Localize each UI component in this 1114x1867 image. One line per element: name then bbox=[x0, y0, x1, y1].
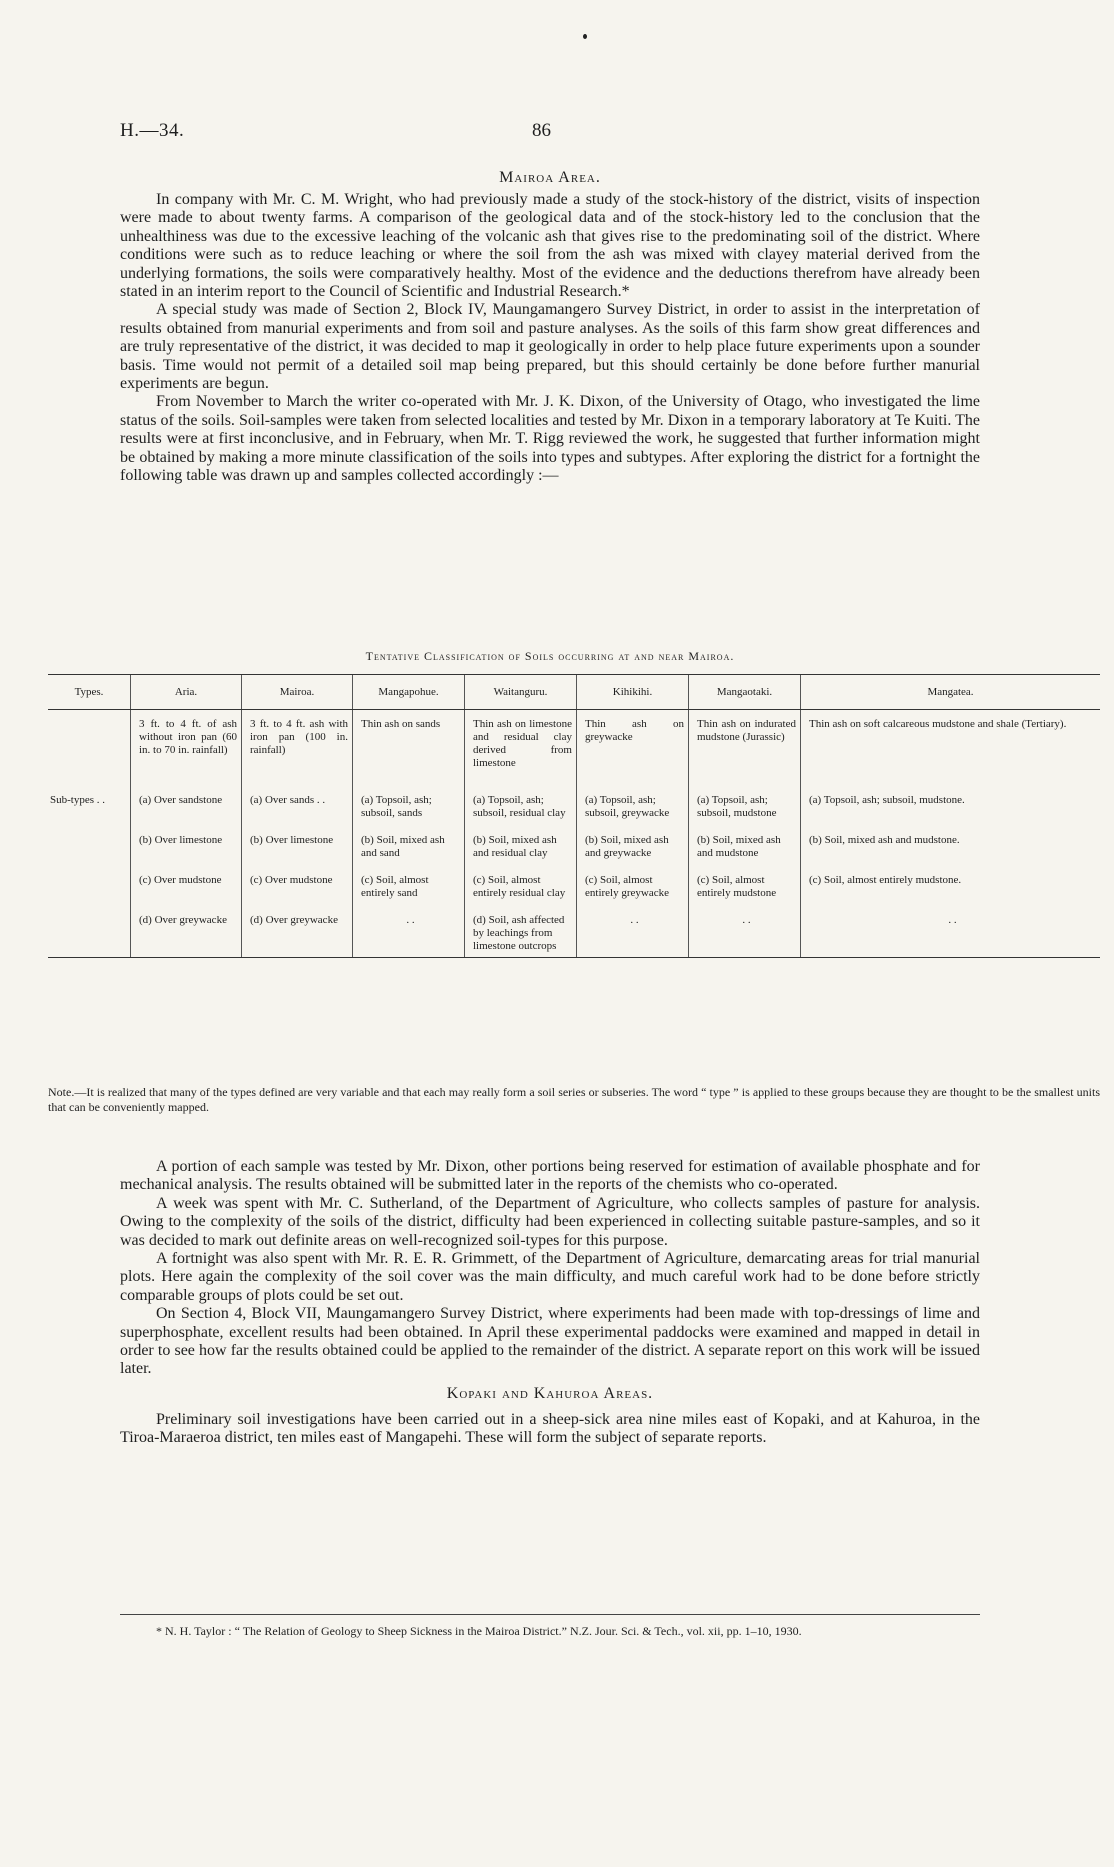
table-cell bbox=[48, 904, 131, 958]
soil-classification-table bbox=[48, 674, 1100, 958]
column-header: Mangatea. bbox=[801, 675, 1101, 710]
table-row bbox=[48, 864, 1100, 904]
column-header: Mangaotaki. bbox=[689, 675, 801, 710]
page-number: 86 bbox=[532, 120, 551, 141]
paragraph: On Section 4, Block VII, Maungamangero Survey District, where experiments had been made with top-dressings of lime and superphosphate, excellent results had been obtained. In April these experimental paddocks were examined and mapped in detail in order to see how far the results obtained could be applied to the remainder of the district. A separate report on this work will be issued later. bbox=[120, 1305, 980, 1378]
table-cell: (d) Soil, ash affected by leachings from limestone outcrops bbox=[465, 904, 577, 958]
table-cell: (c) Soil, almost entirely sand bbox=[353, 864, 465, 904]
table-cell: (c) Soil, almost entirely mudstone bbox=[689, 864, 801, 904]
table-cell: (b) Soil, mixed ash and sand bbox=[353, 824, 465, 864]
paragraph: A fortnight was also spent with Mr. R. E. R. Grimmett, of the Department of Agriculture, demarcating areas for trial manurial plots. Here again the complexity of the soil cover was the main difficulty, and much careful work had to be done before strictly comparable groups of plots could be set out. bbox=[120, 1250, 980, 1304]
table-cell: . . bbox=[577, 904, 689, 958]
table-row bbox=[48, 710, 1100, 785]
table-cell: (c) Soil, almost entirely greywacke bbox=[577, 864, 689, 904]
table-cell: Thin ash on soft calcareous mudstone and shale (Tertiary). bbox=[801, 710, 1101, 785]
table-cell: Thin ash on indurated mudstone (Jurassic) bbox=[689, 710, 801, 785]
body-continued bbox=[120, 1158, 980, 1448]
page-speck bbox=[583, 34, 587, 39]
table-cell: (a) Over sands . . bbox=[242, 784, 353, 824]
table-cell: (a) Topsoil, ash; subsoil, sands bbox=[353, 784, 465, 824]
table-cell: (d) Over greywacke bbox=[131, 904, 242, 958]
table-cell: Thin ash on limestone and residual clay derived from limestone bbox=[465, 710, 577, 785]
table-cell bbox=[48, 710, 131, 785]
table-title: Tentative Classification of Soils occurring at and near Mairoa. bbox=[365, 649, 735, 663]
table-cell: (b) Over limestone bbox=[131, 824, 242, 864]
mairoa-section bbox=[120, 169, 980, 486]
table-cell: Thin ash on sands bbox=[353, 710, 465, 785]
table-cell: (c) Over mudstone bbox=[242, 864, 353, 904]
paragraph: A portion of each sample was tested by Mr. Dixon, other portions being reserved for estimation of available phosphate and for mechanical analysis. The results obtained will be submitted later in the reports of the chemists who co-operated. bbox=[120, 1158, 980, 1194]
column-header: Types. bbox=[48, 675, 131, 710]
column-header: Aria. bbox=[131, 675, 242, 710]
column-header: Mairoa. bbox=[242, 675, 353, 710]
table-cell bbox=[48, 824, 131, 864]
table-cell: (b) Soil, mixed ash and mudstone. bbox=[801, 824, 1101, 864]
paragraph: A week was spent with Mr. C. Sutherland, of the Department of Agriculture, who collects samples of pasture for analysis. Owing to the complexity of the soils of the district, difficulty had been experienced in collecting suitable pasture-samples, and so it was decided to mark out definite areas on well-recognized soil-types for this purpose. bbox=[120, 1194, 980, 1249]
table-cell: (b) Soil, mixed ash and greywacke bbox=[577, 824, 689, 864]
footnote: * N. H. Taylor : “ The Relation of Geology to Sheep Sickness in the Mairoa District.” N.Z. Jour. Sci. & Tech., vol. xii, pp. 1–10, 1930. bbox=[156, 1624, 802, 1638]
table-cell: 3 ft. to 4 ft. of ash without iron pan (60 in. to 70 in. rainfall) bbox=[131, 710, 242, 785]
table-cell: (b) Soil, mixed ash and residual clay bbox=[465, 824, 577, 864]
table-cell: (d) Over greywacke bbox=[242, 904, 353, 958]
paragraph: Preliminary soil investigations have been carried out in a sheep-sick area nine miles east of Kopaki, and at Kahuroa, in the Tiroa-Maraeroa district, ten miles east of Mangapehi. These will form the subject of separate reports. bbox=[120, 1410, 980, 1447]
paragraph: In company with Mr. C. M. Wright, who had previously made a study of the stock-history of the district, visits of inspection were made to about twenty farms. A comparison of the geological data and of the stock-history led to the conclusion that the unhealthiness was due to the excessive leaching of the volcanic ash that gives rise to the predominating soil of the district. Where conditions were such as to reduce leaching or where the soil from the ash was mixed with clayey material derived from the underlying formations, the soils were comparatively healthy. Most of the evidence and the deductions therefrom have already been stated in an interim report to the Council of Scientific and Industrial Research.* bbox=[120, 191, 980, 301]
table-cell: Sub-types . . bbox=[50, 794, 105, 806]
column-header: Waitanguru. bbox=[465, 675, 577, 710]
table-cell: . . bbox=[689, 904, 801, 958]
table-row bbox=[48, 904, 1100, 958]
table-cell: (a) Topsoil, ash; subsoil, greywacke bbox=[577, 784, 689, 824]
table-cell: (a) Topsoil, ash; subsoil, mudstone bbox=[689, 784, 801, 824]
table-cell: . . bbox=[801, 904, 1101, 958]
section-heading: Mairoa Area. bbox=[499, 169, 601, 186]
section-heading: Kopaki and Kahuroa Areas. bbox=[446, 1384, 654, 1402]
table-cell bbox=[48, 864, 131, 904]
table-header-row bbox=[48, 675, 1100, 710]
table-note: Note.—It is realized that many of the types defined are very variable and that each may really form a soil series or subseries. The word “ type ” is applied to these groups because they are thought to be the smallest units that can be conveniently mapped. bbox=[48, 1085, 1100, 1114]
table-row bbox=[48, 784, 1100, 824]
paragraph: From November to March the writer co-operated with Mr. J. K. Dixon, of the University of Otago, who investigated the lime status of the soils. Soil-samples were taken from selected localities and tested by Mr. Dixon in a temporary laboratory at Te Kuiti. The results were at first inconclusive, and in February, when Mr. T. Rigg reviewed the work, he suggested that further information might be obtained by making a more minute classification of the soils into types and subtypes. After exploring the district for a fortnight the following table was drawn up and samples collected accordingly :— bbox=[120, 393, 980, 485]
footnote-divider bbox=[120, 1614, 980, 1615]
table-cell: (a) Over sandstone bbox=[131, 784, 242, 824]
column-header: Mangapohue. bbox=[353, 675, 465, 710]
column-header: Kihikihi. bbox=[577, 675, 689, 710]
table-row bbox=[48, 824, 1100, 864]
table-cell: (b) Soil, mixed ash and mudstone bbox=[689, 824, 801, 864]
table-cell: (c) Over mudstone bbox=[131, 864, 242, 904]
table-cell: 3 ft. to 4 ft. ash with iron pan (100 in. rainfall) bbox=[242, 710, 353, 785]
paragraph: A special study was made of Section 2, Block IV, Maungamangero Survey District, in order to assist in the interpretation of results obtained from manurial experiments and from soil and pasture analyses. As the soils of this farm show great differences and are truly representative of the district, it was decided to map it geologically in order to help place future experiments upon a sounder basis. Time would not permit of a detailed soil map being prepared, but this should certainly be done before further manurial experiments are begun. bbox=[120, 301, 980, 393]
table-cell: (c) Soil, almost entirely residual clay bbox=[465, 864, 577, 904]
table-cell: (b) Over limestone bbox=[242, 824, 353, 864]
table-cell: (a) Topsoil, ash; subsoil, residual clay bbox=[465, 784, 577, 824]
table-cell: . . bbox=[353, 904, 465, 958]
table-cell: (a) Topsoil, ash; subsoil, mudstone. bbox=[801, 784, 1101, 824]
table-cell: Thin ash on greywacke bbox=[577, 710, 689, 785]
table-cell: (c) Soil, almost entirely mudstone. bbox=[801, 864, 1101, 904]
report-id: H.—34. bbox=[120, 120, 185, 141]
